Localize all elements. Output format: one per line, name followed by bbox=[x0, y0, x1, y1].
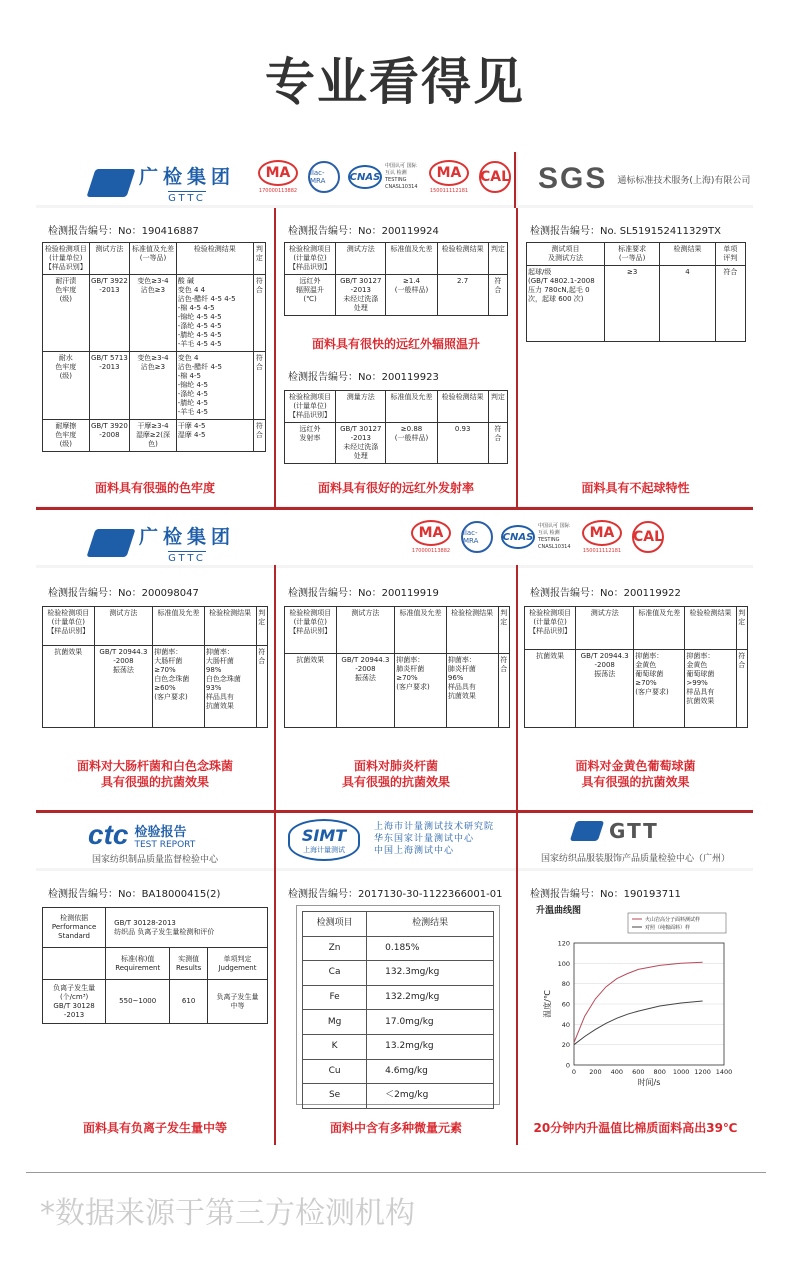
infrared-emissivity-table: 检验检测项目 (计量单位) 【样品识别】 测量方法 标准值及允差 检验检测结果 判定 远红外 发射率 GB/T 30127 -2013 未经过洗涤 处理 ≥0.88 (一般样品) 0.93 符 合 bbox=[284, 390, 508, 464]
ctc-header bbox=[36, 813, 274, 868]
gtt-logo-icon bbox=[570, 821, 604, 841]
cnas-mark: CNAS 中国认可 国际互认 检测 TESTING CNASL10314 bbox=[349, 163, 418, 190]
table-row: Mg 17.0mg/kg bbox=[303, 1010, 494, 1035]
cma-mark-2: MA 150011112181 bbox=[582, 520, 622, 554]
report-colorfastness bbox=[36, 208, 274, 506]
y-tick-label: 0 bbox=[565, 1061, 570, 1070]
logo-cn: 检验报告 bbox=[134, 824, 187, 840]
report-number: 检测报告编号：2017130-30-1122366001-01 bbox=[288, 889, 503, 900]
sgs-header bbox=[518, 152, 753, 205]
x-tick-label: 800 bbox=[653, 1068, 666, 1076]
gttc-header bbox=[36, 152, 516, 205]
trace-element-table: 检测项目 检测结果 Zn 0.185% Ca 132.3mg/kg Fe 132.2mg/kg Mg 17.0mg/kg K 13.2mg/kg Cu 4.6mg/kg Se ＜2mg/kg bbox=[302, 911, 494, 1109]
y-tick-label: 80 bbox=[561, 980, 570, 989]
y-tick-label: 60 bbox=[561, 1000, 570, 1009]
divider bbox=[516, 565, 518, 1145]
table-row: Ca 132.3mg/kg bbox=[303, 961, 494, 986]
legend-label: 火山岩高分子面料测试样 bbox=[645, 917, 701, 923]
gtt-logo: GTT bbox=[609, 819, 659, 843]
report-number: 检测报告编号：No：200119922 bbox=[530, 588, 681, 599]
divider bbox=[36, 810, 753, 813]
heating-curve-chart bbox=[522, 901, 750, 1113]
pilling-table: 测试项目 及测试方法 标准要求 (一等品) 检测结果 单项 评判 起球/级 (GB/T 4802.1-2008 压力 780cN,起毛 0 次，起球 600 次) ≥3 4 符合 bbox=[526, 242, 746, 342]
org-name: 上海市计量测试技术研究院 华东国家计量测试中心 中国上海测试中心 bbox=[374, 822, 495, 856]
caption: 20分钟内升温值比棉质面料高出39℃ bbox=[533, 1121, 738, 1135]
gttc-logo-icon bbox=[86, 169, 135, 197]
table-row: Se ＜2mg/kg bbox=[303, 1084, 494, 1109]
report-number: 检测报告编号：No：190416887 bbox=[48, 226, 199, 237]
caption: 面料具有很强的色牢度 bbox=[94, 481, 215, 495]
cnas-mark: CNAS 中国认可 国际互认 检测 TESTING CNASL10314 bbox=[502, 523, 571, 550]
mid-caption: 面料具有很快的远红外辐照温升 bbox=[311, 337, 480, 351]
caption: 面料具有不起球特性 bbox=[581, 481, 690, 495]
logo-en: TEST REPORT bbox=[134, 839, 196, 850]
certificate-collage bbox=[36, 152, 753, 1145]
table-row: Zn 0.185% bbox=[303, 936, 494, 961]
x-tick-label: 0 bbox=[571, 1068, 577, 1076]
divider bbox=[36, 507, 753, 510]
x-tick-label: 1200 bbox=[694, 1068, 711, 1076]
gttc-logo-icon bbox=[86, 529, 135, 557]
gttc-brand bbox=[139, 162, 235, 204]
page-title: 专业看得见 bbox=[265, 53, 525, 111]
x-tick-label: 1400 bbox=[715, 1068, 733, 1076]
table-row: 抗菌效果 GB/T 20944.3 -2008 振荡法 抑菌率： 大肠杆菌 ≥70% 白色念珠菌 ≥60% (客户要求) 抑菌率： 大肠杆菌 98% 白色念珠菌 93% 样品具有 抗菌效果 符 合 bbox=[43, 645, 268, 727]
report-antibacterial-3 bbox=[518, 568, 753, 810]
caption: 面料中含有多种微量元素 bbox=[329, 1121, 462, 1135]
table-row: 耐摩擦 色牢度 (级) GB/T 3920 -2008 干摩≥3-4 湿摩≥2(深色) 干摩 4-5 湿摩 4-5 符 合 bbox=[43, 420, 266, 452]
table-row: 抗菌效果 GB/T 20944.3 -2008 振荡法 抑菌率： 金黄色 葡萄球菌 ≥70% (客户要求) 抑菌率： 金黄色 葡萄球菌 >99% 样品具有 抗菌效果 符 合 bbox=[525, 649, 748, 727]
x-tick-label: 200 bbox=[589, 1068, 602, 1076]
report-number: 检测报告编号：No：200119924 bbox=[288, 226, 439, 237]
divider bbox=[514, 152, 516, 208]
report-far-infrared bbox=[276, 208, 516, 506]
report-number: 检测报告编号：No. SL519152411329TX bbox=[530, 226, 722, 237]
report-trace-elements bbox=[276, 871, 516, 1145]
org-name: 国家纺织品服装服饰产品质量检验中心（广州） bbox=[540, 854, 730, 864]
x-tick-label: 600 bbox=[632, 1068, 645, 1076]
y-tick-label: 40 bbox=[561, 1020, 570, 1029]
divider bbox=[274, 565, 276, 1145]
table-row: Fe 132.2mg/kg bbox=[303, 985, 494, 1010]
negative-ion-table: 检测依据 Performance Standard GB/T 30128-2013 纺织品 负离子发生量检测和评价 标准(称)值 Requirement 实测值 Results 单项判定 Judgement 负离子发生量 (个/cm³) GB/T 30128 -2013 550~1000 610 负离子发生量 中等 bbox=[42, 907, 268, 1024]
footer-divider bbox=[26, 1172, 766, 1173]
table-row: 抗菌效果 GB/T 20944.3 -2008 振荡法 抑菌率： 肺炎杆菌 ≥70% (客户要求) 抑菌率： 肺炎杆菌 96% 样品具有 抗菌效果 符 合 bbox=[285, 654, 510, 728]
gttc-header-2 bbox=[36, 510, 753, 565]
caption: 面料对肺炎杆菌 具有很强的抗菌效果 bbox=[341, 759, 450, 789]
table-row: 远红外 辐照温升 (℃) GB/T 30127 -2013 未经过洗涤 处理 ≥1.4 (一般样品) 2.7 符 合 bbox=[285, 275, 508, 316]
y-tick-label: 120 bbox=[557, 939, 570, 948]
brand-en: GTTC bbox=[168, 193, 206, 204]
caption: 面料具有很好的远红外发射率 bbox=[317, 481, 474, 495]
antibacterial-table: 检验检测项目 (计量单位) 【样品识别】 测试方法 标准值及允差 检验检测结果 判 定 抗菌效果 GB/T 20944.3 -2008 振荡法 抑菌率： 金黄色 葡萄球菌 ≥70% (客户要求) 抑菌率： 金黄色 葡萄球菌 >99% 样品具有 抗菌效果 符 合 bbox=[524, 606, 748, 728]
report-number-2: 检测报告编号：No：200119923 bbox=[288, 372, 439, 383]
colorfastness-table: 检验检测项目 (计量单位) 【样品识别】 测试方法 标准值及允差 (一等品) 检验检测结果 判定 耐汗渍 色牢度 (级) GB/T 3922 -2013 变色≥3-4 沾色≥3 酸 碱 变色 4 4 沾色-醋纤 4-5 4-5 -棉 4-5 4-5 -锦纶 4-5 4-5 -涤纶 4-5 4-5 -腈纶 4-5 4-5 -羊毛 4-5 4-5 符 合 耐水 色牢度 (级) GB/T 5713 -2013 变色≥3-4 沾色≥3 变色 4 沾色-醋纤 4-5 -棉 4-5 -锦纶 4-5 -涤纶 4-5 -腈纶 4-5 -羊毛 4-5 符 合 耐摩擦 色牢度 (级) GB/T 3920 -2008 干摩≥3-4 湿摩≥2(深色) 干摩 4-5 湿摩 4-5 符 合 bbox=[42, 242, 266, 452]
brand-cn: 广检集团 bbox=[139, 166, 236, 188]
table-row: K 13.2mg/kg bbox=[303, 1034, 494, 1059]
x-axis-label: 时间/s bbox=[637, 1078, 661, 1087]
series-line bbox=[574, 1001, 703, 1045]
table-row: 负离子发生量 (个/cm³) GB/T 30128 -2013 550~1000 610 负离子发生量 中等 bbox=[43, 980, 268, 1024]
infrared-rise-table: 检验检测项目 (计量单位) 【样品识别】 测试方法 标准值及允差 检验检测结果 判定 远红外 辐照温升 (℃) GB/T 30127 -2013 未经过洗涤 处理 ≥1.4 (一般样品) 2.7 符 合 bbox=[284, 242, 508, 316]
divider bbox=[274, 208, 276, 508]
divider bbox=[516, 208, 518, 508]
simt-header bbox=[276, 813, 516, 868]
antibacterial-table: 检验检测项目 (计量单位) 【样品识别】 测试方法 标准值及允差 检验检测结果 判 定 抗菌效果 GB/T 20944.3 -2008 振荡法 抑菌率： 大肠杆菌 ≥70% 白色念珠菌 ≥60% (客户要求) 抑菌率： 大肠杆菌 98% 白色念珠菌 93% 样品具有 抗菌效果 符 合 bbox=[42, 606, 268, 728]
sgs-name: 通标标准技术服务(上海)有限公司 bbox=[617, 175, 751, 186]
cma-mark: MA 170000113882 bbox=[411, 520, 451, 554]
brand-en: GTTC bbox=[168, 553, 206, 564]
cal-mark: CAL bbox=[479, 161, 511, 193]
report-number: 检测报告编号：No：190193711 bbox=[530, 889, 681, 900]
report-antibacterial-1 bbox=[36, 568, 274, 810]
cma-mark-2: MA 150011112181 bbox=[429, 160, 469, 194]
footer-note: *数据来源于第三方检测机构 bbox=[40, 1196, 415, 1231]
report-number: 检测报告编号：No：BA18000415(2) bbox=[48, 889, 221, 900]
chart-title: 升温曲线图 bbox=[536, 906, 582, 916]
antibacterial-table: 检验检测项目 (计量单位) 【样品识别】 测试方法 标准值及允差 检验检测结果 判 定 抗菌效果 GB/T 20944.3 -2008 振荡法 抑菌率： 肺炎杆菌 ≥70% (客户要求) 抑菌率： 肺炎杆菌 96% 样品具有 抗菌效果 符 合 bbox=[284, 606, 510, 728]
table-row: 耐汗渍 色牢度 (级) GB/T 3922 -2013 变色≥3-4 沾色≥3 酸 碱 变色 4 4 沾色-醋纤 4-5 4-5 -棉 4-5 4-5 -锦纶 4-5 4-5 -涤纶 4-5 4-5 -腈纶 4-5 4-5 -羊毛 4-5 4-5 符 合 bbox=[43, 275, 266, 352]
report-number: 检测报告编号：No：200119919 bbox=[288, 588, 439, 599]
report-pilling bbox=[518, 208, 753, 506]
ctc-logo: ctc bbox=[88, 819, 129, 850]
report-negative-ions bbox=[36, 871, 274, 1145]
x-tick-label: 1000 bbox=[672, 1068, 690, 1076]
cma-mark: MA 170000113882 bbox=[258, 160, 298, 194]
report-number: 检测报告编号：No：200098047 bbox=[48, 588, 199, 599]
legend-label: 对照（纯棉面料）样 bbox=[645, 925, 691, 931]
ilac-mra-icon: ilac-MRA bbox=[308, 161, 340, 193]
table-row: 耐水 色牢度 (级) GB/T 5713 -2013 变色≥3-4 沾色≥3 变色 4 沾色-醋纤 4-5 -棉 4-5 -锦纶 4-5 -涤纶 4-5 -腈纶 4-5 -羊毛 4-5 符 合 bbox=[43, 352, 266, 420]
gtt-header bbox=[518, 813, 753, 868]
y-axis-label: 温度/℃ bbox=[543, 990, 552, 1018]
brand-cn: 广检集团 bbox=[139, 526, 236, 548]
ilac-mra-icon: ilac-MRA bbox=[461, 521, 493, 553]
caption: 面料对大肠杆菌和白色念珠菌 具有很强的抗菌效果 bbox=[76, 759, 233, 789]
simt-logo: SIMT 上海计量测试 bbox=[288, 819, 360, 861]
y-tick-label: 100 bbox=[557, 959, 570, 968]
table-row: 远红外 发射率 GB/T 30127 -2013 未经过洗涤 处理 ≥0.88 (一般样品) 0.93 符 合 bbox=[285, 423, 508, 464]
x-tick-label: 400 bbox=[610, 1068, 624, 1076]
table-row: Cu 4.6mg/kg bbox=[303, 1059, 494, 1084]
table-row: 起球/级 (GB/T 4802.1-2008 压力 780cN,起毛 0 次，起球 600 次) ≥3 4 符合 bbox=[527, 266, 746, 342]
trace-element-box bbox=[296, 905, 500, 1105]
y-tick-label: 20 bbox=[561, 1041, 570, 1050]
caption: 面料对金黄色葡萄球菌 具有很强的抗菌效果 bbox=[575, 759, 696, 789]
caption: 面料具有负离子发生量中等 bbox=[82, 1121, 227, 1135]
org-name: 国家纺织制品质量监督检验中心 bbox=[91, 855, 218, 865]
report-heating-curve bbox=[518, 871, 753, 1145]
cal-mark: CAL bbox=[632, 521, 664, 553]
report-antibacterial-2 bbox=[276, 568, 516, 810]
sgs-logo: SGS bbox=[538, 162, 608, 195]
